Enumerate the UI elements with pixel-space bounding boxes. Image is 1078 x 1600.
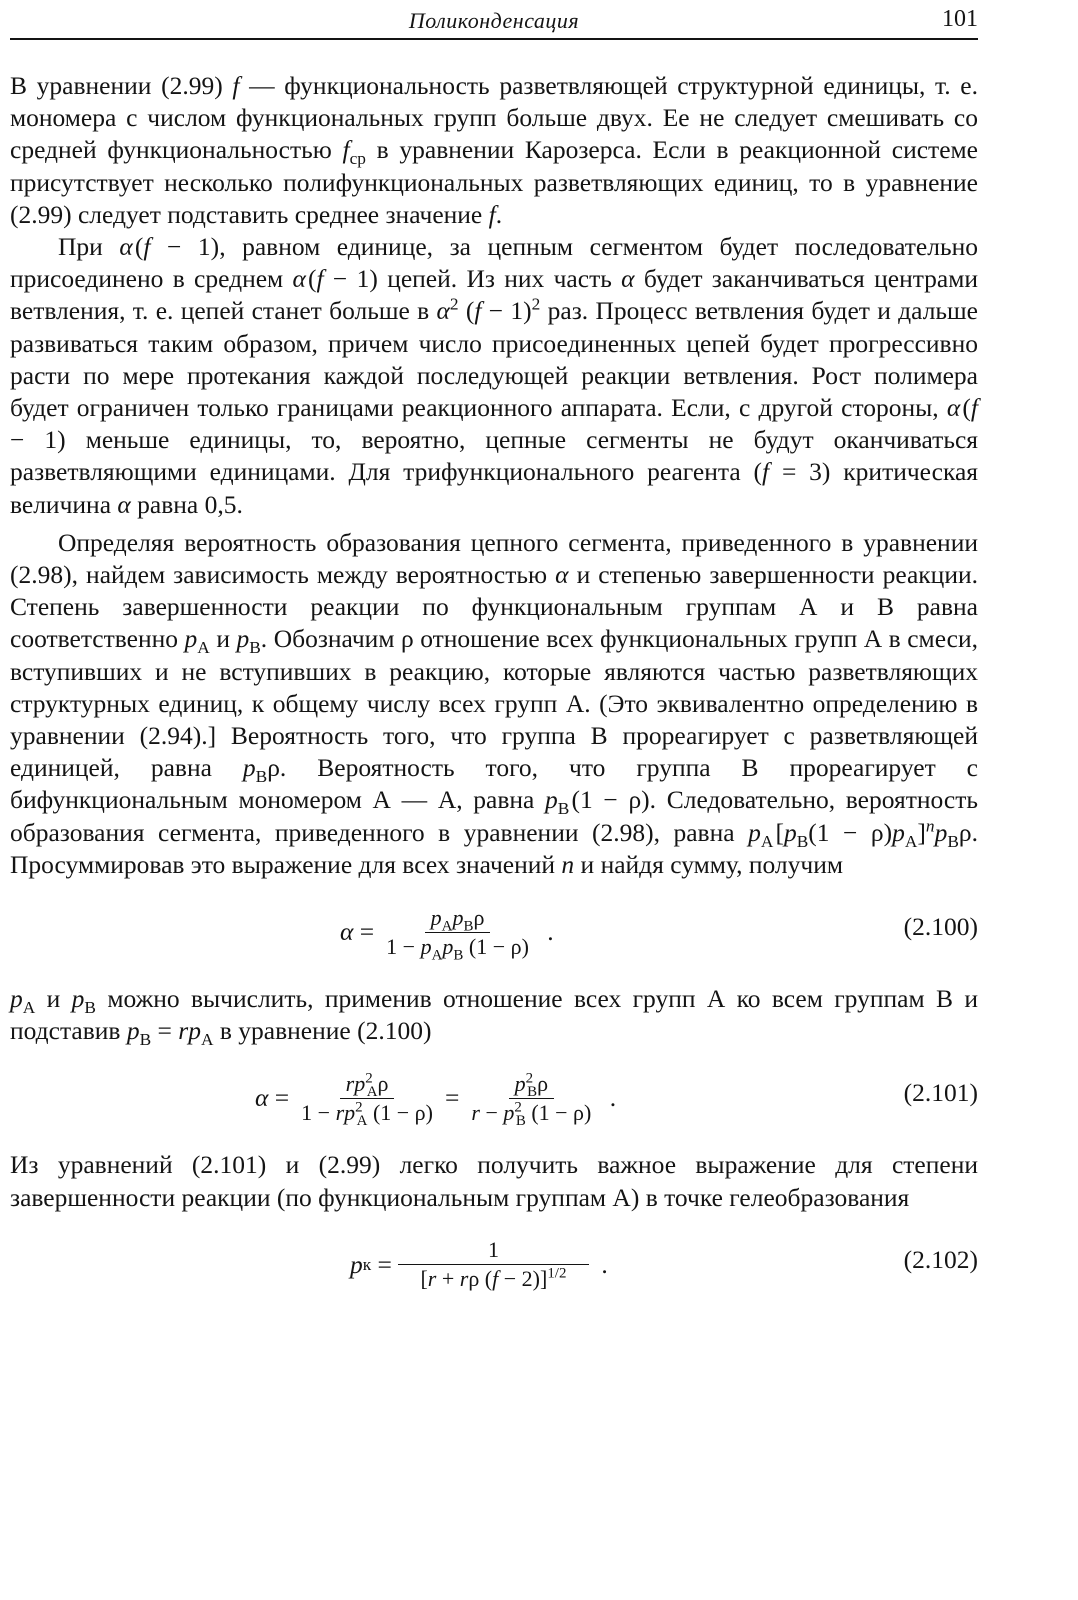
equation-2-101 [10,1059,978,1137]
equation-number: (2.101) [903,1078,978,1108]
paragraph-1: В уравнении (2.99) f — функциональность разветвляющей структурной единицы, т. е. мономера с числом функциональных групп больше двух. Ее не следует смешивать со средней функциональностью $f_{ср}$ в уравнении Карозерса. Если в реакционной системе присутствует несколько полифункциональных разветвляющих единиц, то в уравнение (2.99) следует подставить среднее значение f. [10,71,978,229]
equation-number: (2.102) [903,1244,978,1274]
page-number: 101 [942,6,978,32]
running-title: Поликонденсация [408,8,580,33]
paragraph-2: При α (f − 1), равном единице, за цепным сегментом будет последовательно присоединено в среднем α (f − 1) цепей. Из них часть α будет заканчиваться центрами ветвления, т. е. цепей станет больше в $\alpha^2$ $(f - 1)^2$ раз. Процесс ветвления будет и дальше развиваться таким образом, причем число присоединенных цепей будет прогрессивно расти по мере протекания каждой последующей реакции ветвления. Рост полимера будет ограничен только границами реакционного аппарата. Если, с другой стороны, α (f − 1) меньше единицы, то, вероятно, цепные сегменты не будут оканчиваться разветвляющими единицами. Для трифункционального реагента (f = 3) критическая величина α равна 0,5. [10,232,979,519]
equation-2-101-expression: α = $\frac{rp^2_A\rho}{1 - rp^2_A (1 - \rho)}$ = $\frac{p^2_B\rho}{r - p^2_B (1 - \rho)}$ . [255,1070,617,1130]
equation-2-102 [10,1226,978,1304]
equation-2-100-expression: α = $\frac{p_Ap_B\rho}{1 - p_Ap_B (1 - \rho)}$ . [340,904,554,963]
equation-2-100 [10,893,978,971]
paragraph-5: Из уравнений (2.101) и (2.99) легко получить важное выражение для степени завершенности реакции (по функциональным группам А) в точке гелеобразования [10,1150,978,1212]
running-header [10,6,978,40]
paragraph-4: $p_A$ и $p_B$ можно вычислить, применив отношение всех групп А ко всем группам В и подставив $p_B = rp_A$ в уравнение (2.100) [10,984,978,1050]
paragraph-3: Определяя вероятность образования цепного сегмента, приведенного в уравнении (2.98), найдем зависимость между вероятностью α и степенью завершенности реакции. Степень завершенности реакции по функциональным группам А и В равна соответственно $p_A$ и $p_B$. Обозначим ρ отношение всех функциональных групп А в смеси, вступивших и не вступивших в реакцию, которые являются частью разветвляющих структурных единиц, к общему числу всех групп А. (Это эквивалентно определению в уравнении (2.94).] Вероятность того, что группа В прореагирует с разветвляющей единицей, равна $p_B\rho$. Вероятность того, что группа В прореагирует с бифункциональным мономером А — А, равна $p_B$ (1 − ρ). Следовательно, вероятность образования сегмента, приведенного в уравнении (2.98), равна $p_A$ $[p_B(1 - \rho)p_A]^np_B\rho$. Просуммировав это выражение для всех значений n и найдя сумму, получим [10,527,979,879]
equation-2-102-expression: p к = $\frac{1}{[r + r\rho (f - 2)]^{1/2}}$ . [350,1237,608,1292]
equation-number: (2.100) [903,912,978,942]
body-text [10,70,978,1316]
